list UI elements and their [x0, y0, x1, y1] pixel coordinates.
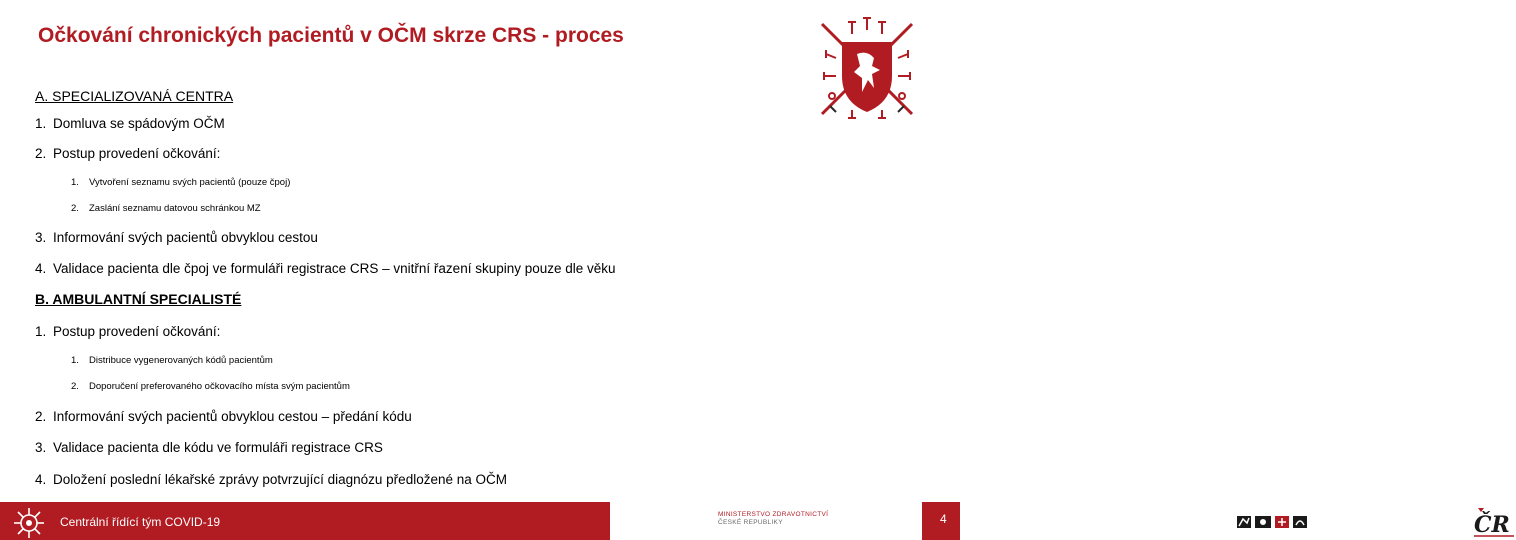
footer-logo-area: [610, 502, 1510, 540]
svg-text:ČR: ČR: [1474, 512, 1510, 538]
section-a-heading: A. SPECIALIZOVANÁ CENTRA: [35, 88, 234, 104]
ministry-label: MINISTERSTVO ZDRAVOTNICTVÍ ČESKÉ REPUBLIKY: [718, 511, 829, 526]
list-item: 4. Validace pacienta dle čpoj ve formuláři registrace CRS – vnitřní řazení skupiny pouze dle věku: [35, 261, 616, 276]
covid-virus-logo-icon: [12, 506, 46, 540]
list-item: 3. Informování svých pacientů obvyklou cestou: [35, 230, 318, 245]
sub-list-item: 2. Doporučení preferovaného očkovacího místa svým pacientům: [71, 381, 350, 392]
sub-list-item: 2. Zaslání seznamu datovou schránkou MZ: [71, 203, 261, 214]
czech-republic-logo-icon: [1472, 506, 1516, 538]
sub-list-item: 1. Distribuce vygenerovaných kódů pacientům: [71, 355, 273, 366]
list-item: 1. Postup provedení očkování:: [35, 324, 221, 339]
page-number: 4: [940, 512, 947, 526]
section-b-heading: B. AMBULANTNÍ SPECIALISTÉ: [35, 291, 242, 307]
sub-list-item: 1. Vytvoření seznamu svých pacientů (pouze čpoj): [71, 177, 291, 188]
coat-of-arms-emblem-icon: [812, 14, 922, 124]
list-item: 1. Domluva se spádovým OČM: [35, 116, 225, 131]
footer-label: Centrální řídící tým COVID-19: [60, 515, 221, 529]
list-item: 2. Postup provedení očkování:: [35, 146, 221, 161]
covid-brand-logo-icon: [1235, 512, 1321, 532]
list-item: 3. Validace pacienta dle kódu ve formuláři registrace CRS: [35, 440, 383, 455]
slide-title: Očkování chronických pacientů v OČM skrze CRS - proces: [38, 24, 624, 47]
list-item: 2. Informování svých pacientů obvyklou cestou – předání kódu: [35, 409, 412, 424]
list-item: 4. Doložení poslední lékařské zprávy potvrzující diagnózu předložené na OČM: [35, 472, 507, 487]
footer-bar: [0, 502, 1510, 540]
